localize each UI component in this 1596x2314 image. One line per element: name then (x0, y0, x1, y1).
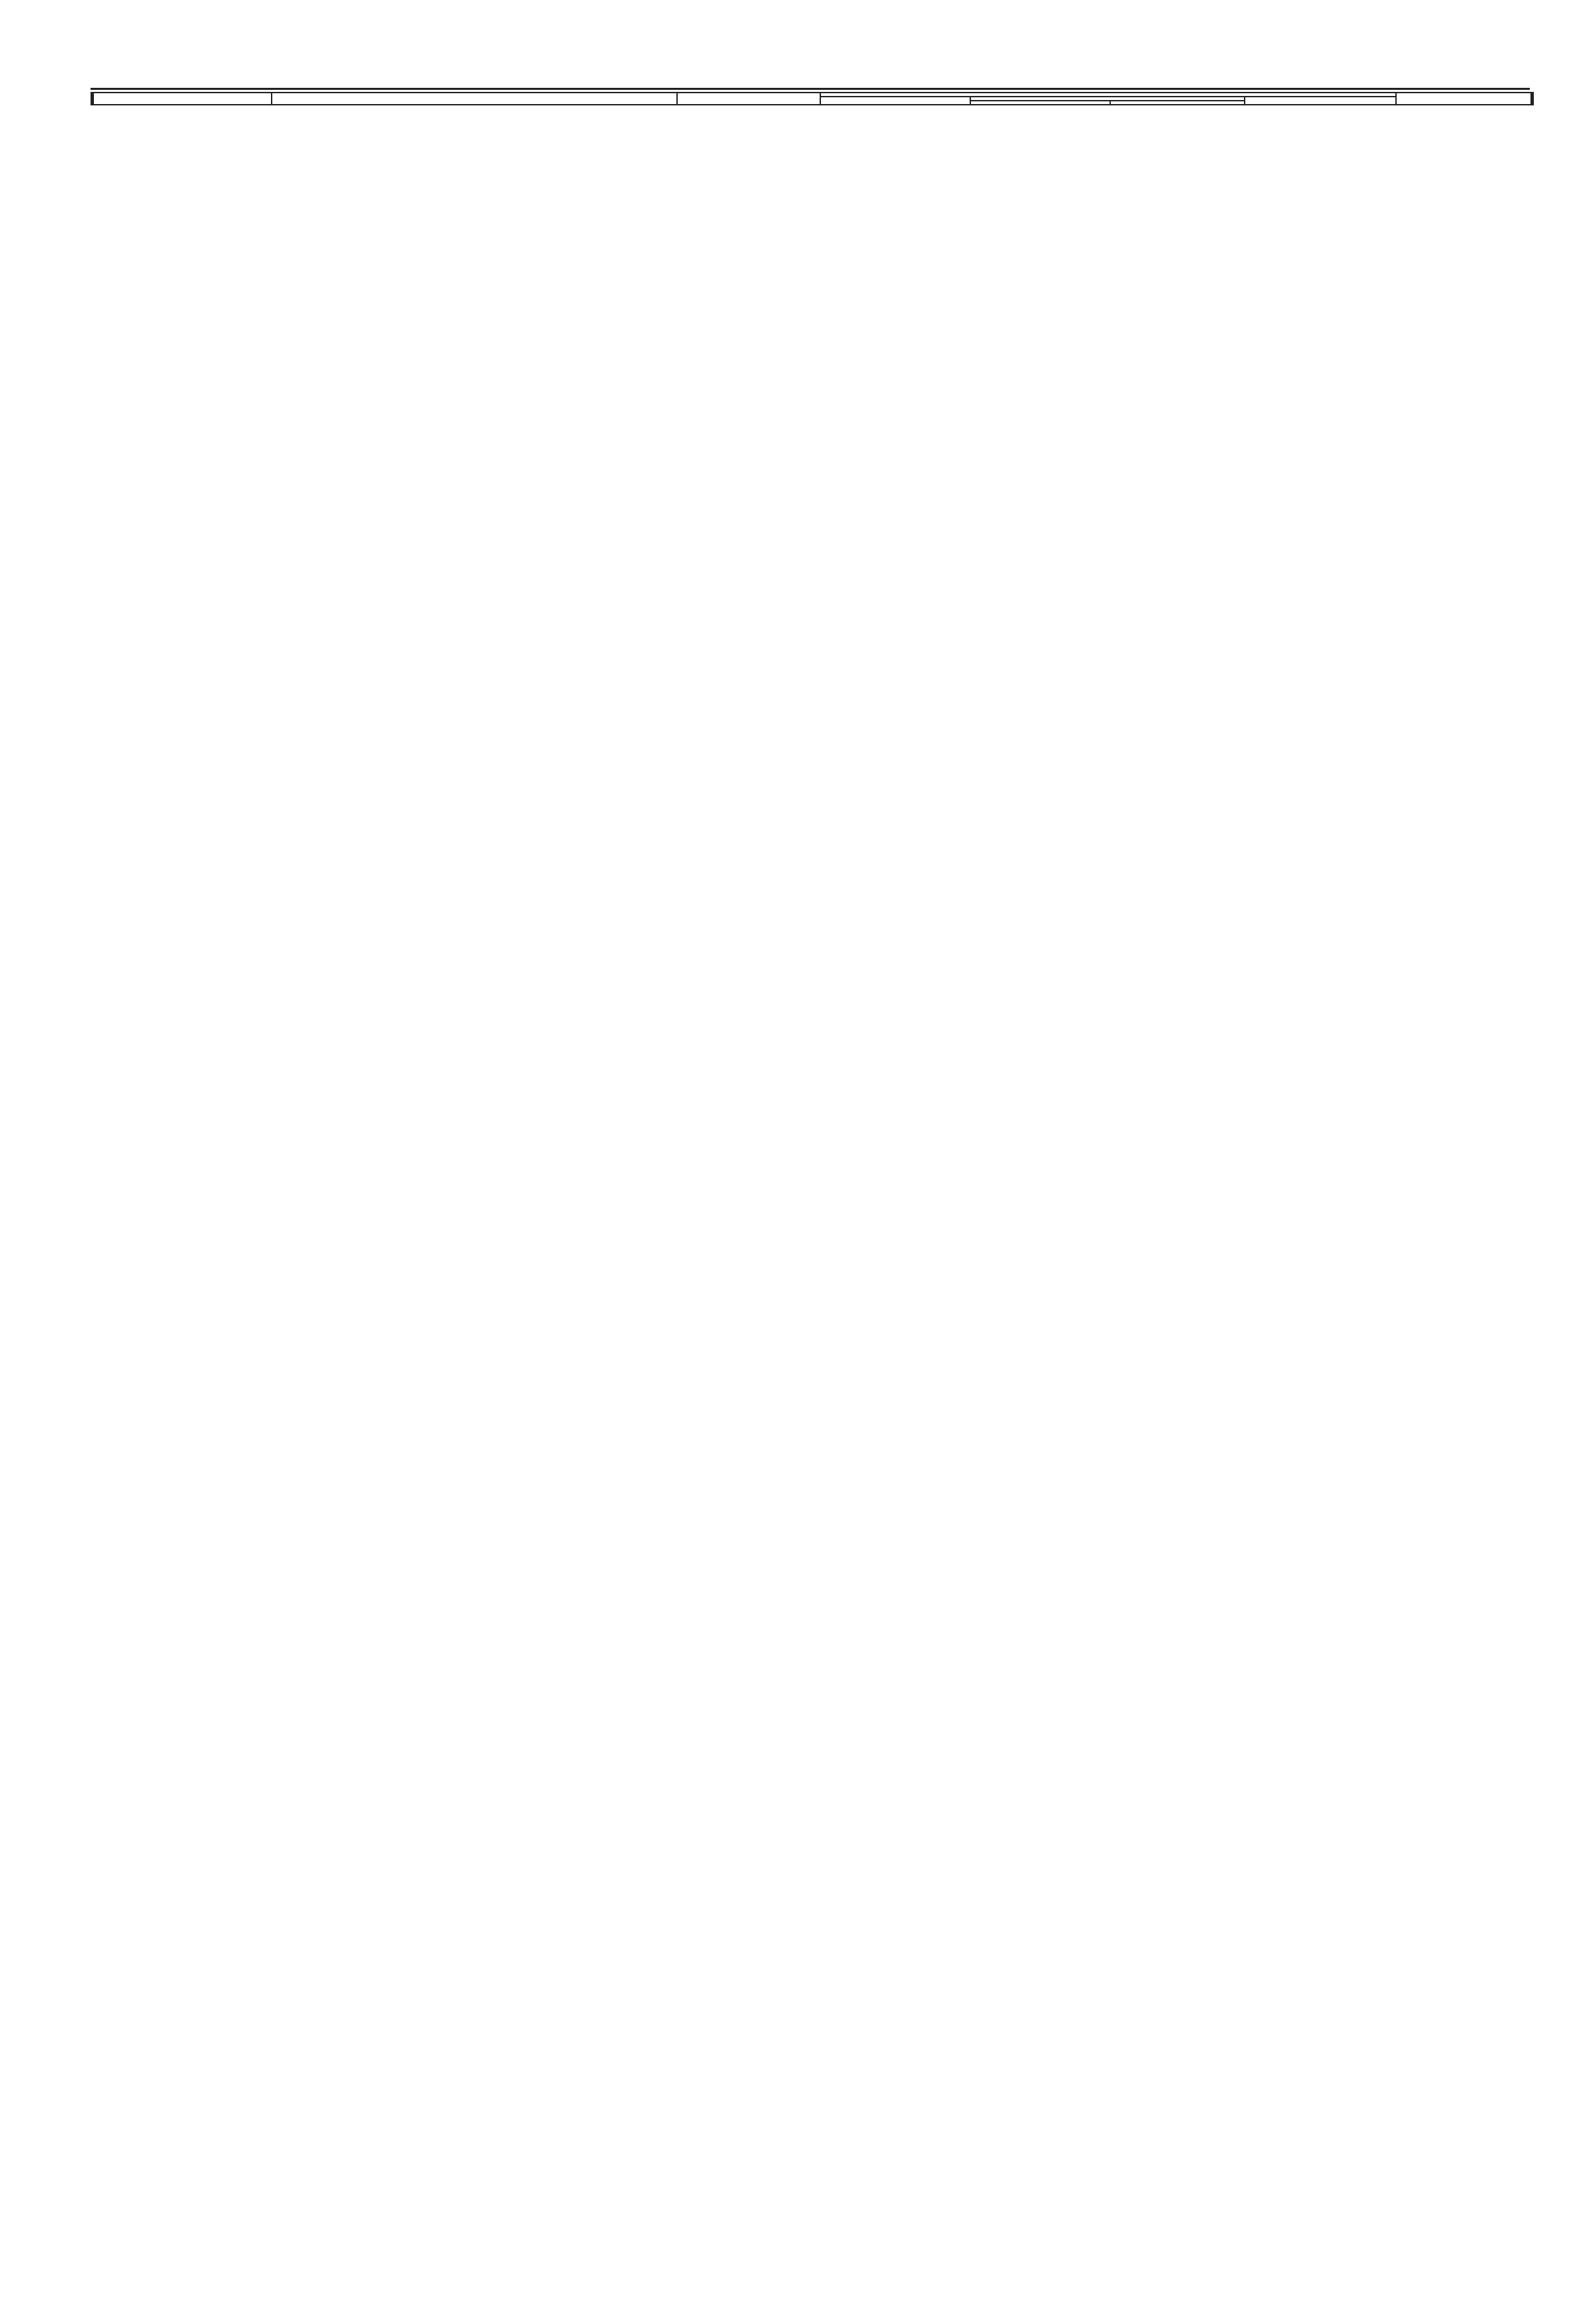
col-mach-total-header (970, 101, 1110, 105)
col-name-header (272, 93, 677, 105)
col-mach-labor-header (1110, 101, 1245, 105)
col-materials-header (1245, 97, 1396, 105)
col-code-header (93, 93, 272, 105)
rates-document (91, 92, 1534, 105)
header-rule (91, 88, 1530, 90)
col-hours-header (1396, 93, 1531, 105)
col-labor-header (820, 97, 970, 105)
col-direct-header (677, 93, 820, 105)
header-table (93, 92, 1532, 105)
